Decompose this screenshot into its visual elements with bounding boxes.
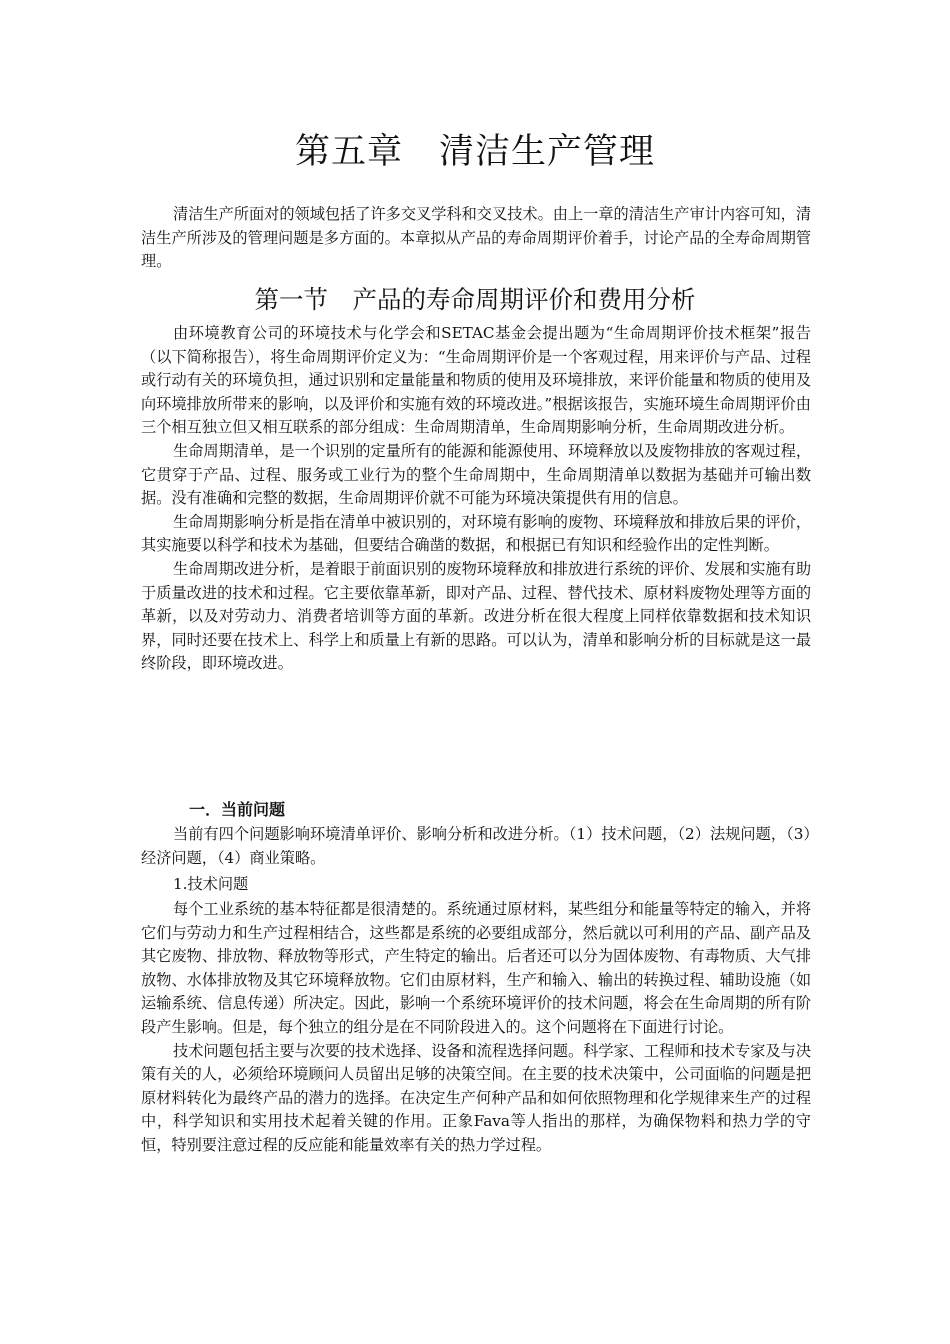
technical-issues-body bbox=[141, 898, 811, 1158]
paragraph-lca-definition: 由环境教育公司的环境技术与化学会和SETAC基金会提出题为“生命周期评价技术框架”报告（以下简称报告），将生命周期评价定义为：“生命周期评价是一个客观过程，用来评价与产品、过程或行动有关的环境负担，通过识别和定量能量和物质的使用及环境排放，来评价能量和物质的使用及向环境排放所带来的影响，以及评价和实施有效的环境改进。”根据该报告，实施环境生命周期评价由三个相互独立但又相互联系的部分组成：生命周期清单，生命周期影响分析，生命周期改进分析。 bbox=[141, 324, 811, 437]
paragraph-improvement-analysis: 生命周期改进分析，是着眼于前面识别的废物环境释放和排放进行系统的评价、发展和实施有助于质量改进的技术和过程。它主要依靠革新，即对产品、过程、替代技术、原材料废物处理等方面的革新，以及对劳动力、消费者培训等方面的革新。改进分析在很大程度上同样依靠数据和技术知识界，同时还要在技术上、科学上和质量上有新的思路。可以认为，清单和影响分析的目标就是这一最终阶段，即环境改进。 bbox=[141, 559, 811, 673]
issues-intro-paragraph: 当前有四个问题影响环境清单评价、影响分析和改进分析。（1）技术问题，（2）法规问题，（3）经济问题，（4）商业策略。 bbox=[141, 825, 811, 867]
sub-heading-technical-issues: 1.技术问题 bbox=[173, 875, 249, 893]
section-title: 第一节 产品的寿命周期评价和费用分析 bbox=[254, 285, 696, 314]
paragraph-technology-choice: 技术问题包括主要与次要的技术选择、设备和流程选择问题。科学家、工程师和技术专家及与决策有关的人，必须给环境顾问人员留出足够的决策空间。在主要的技术决策中，公司面临的问题是把原材料转化为最终产品的潜力的选择。在决定生产何种产品和如何依照物理和化学规律来生产的过程中，科学知识和实用技术起着关键的作用。正象Fava等人指出的那样，为确保物料和热力学的守恒，特别要注意过程的反应能和能量效率有关的热力学过程。 bbox=[141, 1041, 811, 1154]
intro-paragraph: 清洁生产所面对的领域包括了许多交叉学科和交叉技术。由上一章的清洁生产审计内容可知，清洁生产所涉及的管理问题是多方面的。本章拟从产品的寿命周期评价着手，讨论产品的全寿命周期管理。 bbox=[141, 205, 811, 271]
section-body bbox=[141, 322, 811, 676]
paragraph-industrial-system: 每个工业系统的基本特征都是很清楚的。系统通过原材料，某些组分和能量等特定的输入，并将它们与劳动力和生产过程相结合，这些都是系统的必要组成部分，然后就以可利用的产品、副产品及其它废物、排放物、释放物等形式，产生特定的输出。后者还可以分为固体废物、有毒物质、大气排放物、水体排放物及其它环境释放物。它们由原材料，生产和输入、输出的转换过程、辅助设施（如运输系统、信息传递）所决定。因此，影响一个系统环境评价的技术问题，将会在生命周期的所有阶段产生影响。但是，每个独立的组分是在不同阶段进入的。这个问题将在下面进行讨论。 bbox=[141, 900, 811, 1036]
chapter-title: 第五章 清洁生产管理 bbox=[294, 132, 655, 172]
paragraph-impact-analysis: 生命周期影响分析是指在清单中被识别的，对环境有影响的废物、环境释放和排放后果的评价，其实施要以科学和技术为基础，但要结合确凿的数据，和根据已有知识和经验作出的定性判断。 bbox=[141, 512, 811, 555]
heading-current-issues: 一．当前问题 bbox=[189, 800, 286, 819]
paragraph-inventory: 生命周期清单，是一个识别的定量所有的能源和能源使用、环境释放以及废物排放的客观过程，它贯穿于产品、过程、服务或工业行为的整个生命周期中，生命周期清单以数据为基础并可输出数据。没有准确和完整的数据，生命周期评价就不可能为环境决策提供有用的信息。 bbox=[141, 441, 811, 508]
